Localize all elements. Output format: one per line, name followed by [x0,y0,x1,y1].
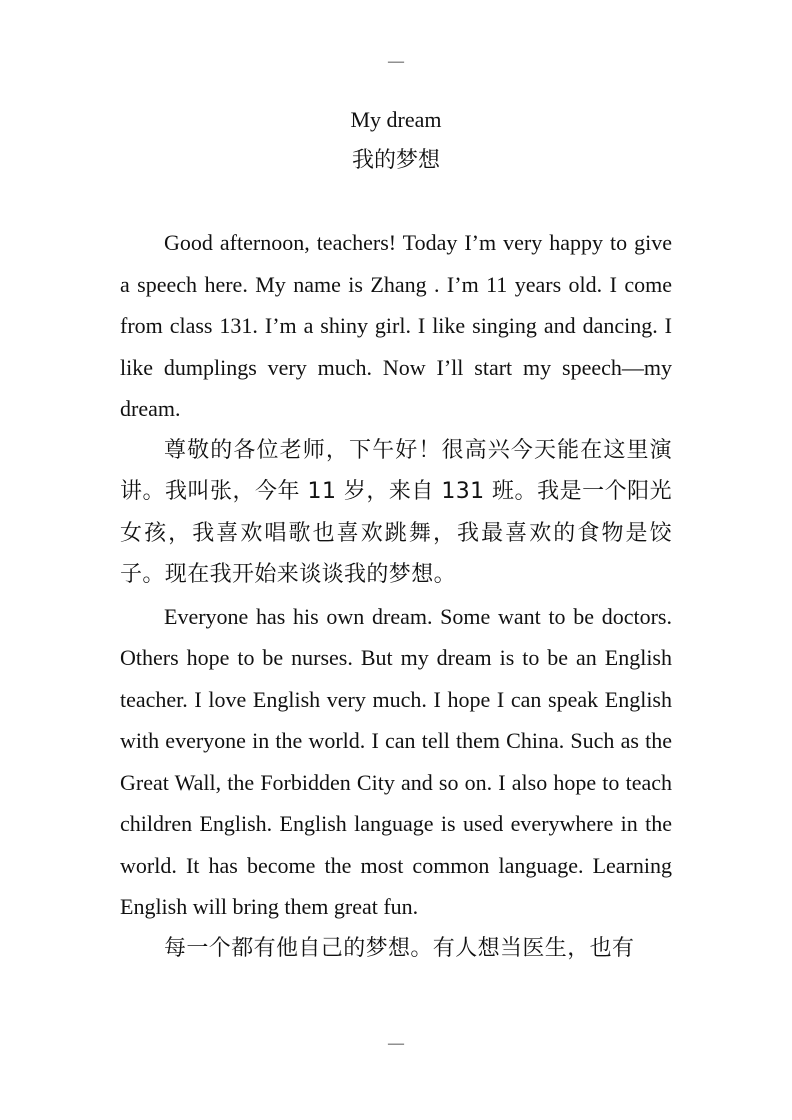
page-title-english: My dream [350,107,442,132]
paragraph-dream-chinese: 每一个都有他自己的梦想。有人想当医生，也有 [164,935,635,961]
paragraph-greeting-chinese: 尊敬的各位老师，下午好！很高兴今天能在这里演讲。我叫张，今年 11 岁，来自 131 班。我是一个阳光女孩，我喜欢唱歌也喜欢跳舞，我最喜欢的食物是饺子。现在我开始来谈谈我的梦想。 [120,437,672,587]
speech-body [120,222,672,969]
page-title-chinese: 我的梦想 [351,147,440,172]
paragraph-dream-english: Everyone has his own dream. Some want to be doctors. Others hope to be nurses. But my dream is to be an English teacher. I love English very much. I hope I can speak English with everyone in the world. I can tell them China. Such as the Great Wall, the Forbidden City and so on. I also hope to teach children English. English language is used everywhere in the world. It has become the most common language. Learning English will bring them great fun. [120,603,672,919]
title-block [0,100,792,180]
page-footer-mark: — [388,1035,404,1052]
paragraph-greeting-english: Good afternoon, teachers! Today I’m very happy to give a speech here. My name is Zhang . I’m 11 years old. I come from class 131. I’m a shiny girl. I like singing and dancing. I like dumplings very much. Now I’ll start my speech—my dream. [120,230,672,421]
page-header-mark: — [388,53,404,70]
